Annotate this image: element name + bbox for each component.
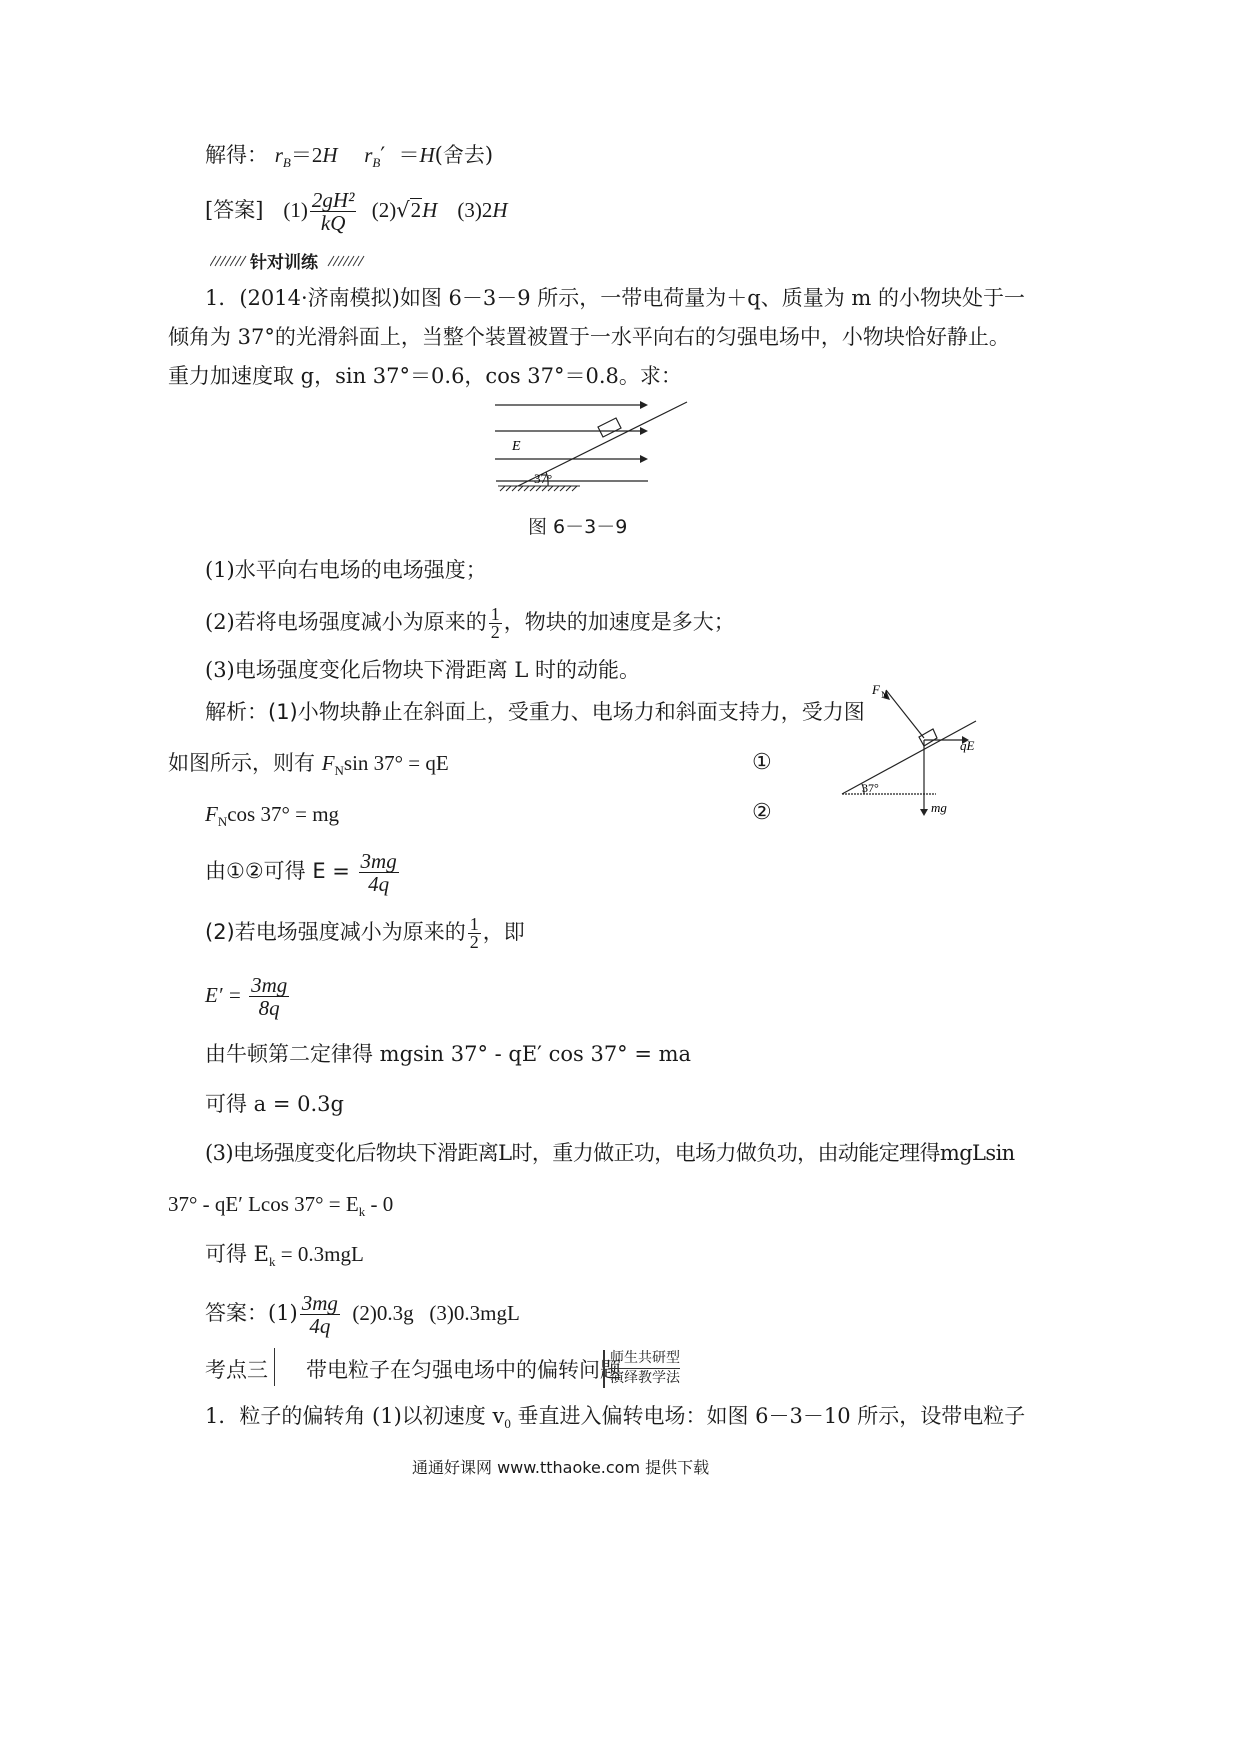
ans-num: 3mg — [301, 1291, 338, 1315]
eq2: ＝ — [398, 143, 420, 167]
equation-mark-2: ② — [752, 800, 772, 825]
s10-equation: 37° - qE′ Lcos 37° = E — [168, 1192, 359, 1216]
answer-p2: (2) — [371, 198, 397, 222]
answer-h3: H — [492, 198, 508, 222]
fn-label: F — [872, 682, 880, 697]
s6-num: 3mg — [251, 973, 288, 997]
solution-line-10 — [168, 1190, 393, 1226]
angle-label: 37° — [534, 471, 553, 486]
question-3: (3)电场强度变化后物块下滑距离 L 时的动能。 — [205, 658, 641, 682]
s10-tail: - 0 — [365, 1192, 394, 1216]
solution-line-2 — [168, 749, 449, 785]
item1-tail: 垂直进入偏转电场：如图 6－3－10 所示，设带电粒子 — [510, 1404, 1026, 1428]
section-tag-box — [603, 1350, 691, 1388]
solution-line-11 — [205, 1240, 364, 1276]
s4-prefix: 由①②可得 E = — [205, 859, 357, 883]
solution-line-7: 由牛顿第二定律得 mgsin 37° - qE′ cos 37° = ma — [205, 1042, 692, 1066]
r-b: r — [274, 143, 283, 167]
problem-line-3: 重力加速度取 g，sin 37°＝0.6，cos 37°＝0.8。求： — [168, 364, 682, 388]
frac-num: 2gH² — [311, 188, 355, 212]
sub-b: B — [282, 155, 291, 171]
qe-label: qE — [960, 738, 975, 753]
answer1-line — [205, 185, 508, 235]
solution-line-6 — [205, 970, 291, 1020]
equation-mark-1: ① — [752, 750, 772, 775]
h2: H — [419, 143, 435, 167]
s6-den: 8q — [258, 996, 280, 1020]
s4-den: 4q — [368, 872, 390, 896]
fn-sub: N — [334, 763, 344, 779]
fraction-answer — [300, 1292, 340, 1337]
solution-line-4 — [205, 846, 401, 896]
solution-line-3 — [205, 800, 339, 836]
half-num: 1 — [490, 604, 500, 624]
sub-b2: B — [372, 155, 381, 171]
mg-label: mg — [931, 800, 947, 815]
s5-suffix: ，即 — [482, 920, 525, 944]
section-label: 考点三 — [205, 1358, 268, 1382]
fn-symbol-2: F — [205, 802, 218, 826]
fraction-3mg-4q — [359, 850, 399, 895]
figure-incline-field — [490, 398, 750, 498]
s3-equation: cos 37° = mg — [227, 802, 340, 826]
problem-line-1: 1．(2014·济南模拟)如图 6－3－9 所示，一带电荷量为＋q、质量为 m 的小物块处于一 — [205, 286, 1026, 310]
s2-equation: sin 37° = qE — [343, 751, 449, 775]
r-b2: r — [364, 143, 373, 167]
fraction-half — [489, 606, 502, 641]
question-2 — [205, 602, 735, 642]
banner-text: 针对训练 — [250, 253, 318, 273]
h1: H — [322, 143, 338, 167]
field-label-e: E — [512, 439, 521, 454]
question-1: (1)水平向右电场的电场强度； — [205, 558, 487, 582]
page-footer: 通通好课网 www.tthaoke.com 提供下载 — [412, 1458, 710, 1477]
s2-prefix: 如图所示，则有 — [168, 751, 322, 775]
ek-sub-2: k — [269, 1254, 276, 1270]
ek-sub: k — [358, 1204, 366, 1220]
sqrt-symbol: √ — [396, 198, 410, 222]
solve-tail: (舍去) — [434, 143, 494, 167]
answer-h: H — [422, 198, 438, 222]
answer-label: [答案] — [205, 198, 264, 222]
solve-prefix: 解得： — [205, 143, 268, 167]
s4-num: 3mg — [360, 849, 397, 873]
frac-den: kQ — [320, 211, 346, 235]
q2-part-a: (2)若将电场强度减小为原来的 — [205, 610, 487, 634]
half-den: 2 — [490, 622, 500, 642]
prime: ′ — [380, 143, 386, 167]
fn-label-sub: N — [881, 690, 888, 700]
practice-banner — [210, 248, 370, 273]
answer-p3: (3)2 — [457, 198, 493, 222]
ans-den: 4q — [309, 1314, 331, 1338]
solve-line — [205, 141, 493, 177]
solution-line-1: 解析：(1)小物块静止在斜面上，受重力、电场力和斜面支持力，受力图 — [205, 700, 865, 724]
e-prime: E′ = — [205, 983, 248, 1007]
fraction-3mg-8q — [249, 974, 289, 1019]
figure1-caption: 图 6－3－9 — [528, 516, 628, 538]
answer-prefix: 答案：(1) — [205, 1301, 298, 1325]
s11-prefix: 可得 E — [205, 1242, 270, 1266]
v0-sub: 0 — [504, 1416, 511, 1432]
eq1: ＝2 — [290, 143, 323, 167]
fraction-half-2 — [468, 916, 481, 951]
problem-line-2: 倾角为 37°的光滑斜面上，当整个装置被置于一水平向右的匀强电场中，小物块恰好静止。 — [168, 325, 1010, 349]
s5-prefix: (2)若电场强度减小为原来的 — [205, 920, 466, 944]
answer-p1: (1) — [283, 198, 308, 222]
answer-rest: (2)0.3g (3)0.3mgL — [341, 1301, 520, 1325]
solution-line-5 — [205, 912, 525, 952]
section-tag-2: 演绎教学法 — [610, 1370, 680, 1386]
section-title: 带电粒子在匀强电场中的偏转问题 — [306, 1358, 621, 1382]
s11-tail: = 0.3mgL — [275, 1242, 364, 1266]
half-den-2: 2 — [469, 932, 479, 952]
half-num-2: 1 — [469, 914, 479, 934]
section-tag-1: 师生共研型 — [610, 1350, 680, 1369]
item1-text: 1．粒子的偏转角 (1)以初速度 v — [205, 1404, 505, 1428]
sqrt-value: 2 — [410, 198, 422, 222]
section-divider — [274, 1348, 275, 1386]
item-1-line — [205, 1402, 1025, 1438]
figure-force-diagram — [836, 676, 986, 821]
solution-line-9: (3)电场强度变化后物块下滑距离L时，重力做正功，电场力做负功，由动能定理得mgLsin — [205, 1141, 1015, 1165]
fraction-2gh2-kq — [310, 189, 356, 234]
solution-answer — [205, 1288, 520, 1338]
fn-symbol: F — [321, 751, 335, 775]
q2-part-b: ，物块的加速度是多大； — [503, 610, 735, 634]
angle-label-2: 37° — [862, 781, 879, 795]
solution-line-8: 可得 a = 0.3g — [205, 1092, 344, 1116]
fn-sub-2: N — [217, 814, 228, 830]
